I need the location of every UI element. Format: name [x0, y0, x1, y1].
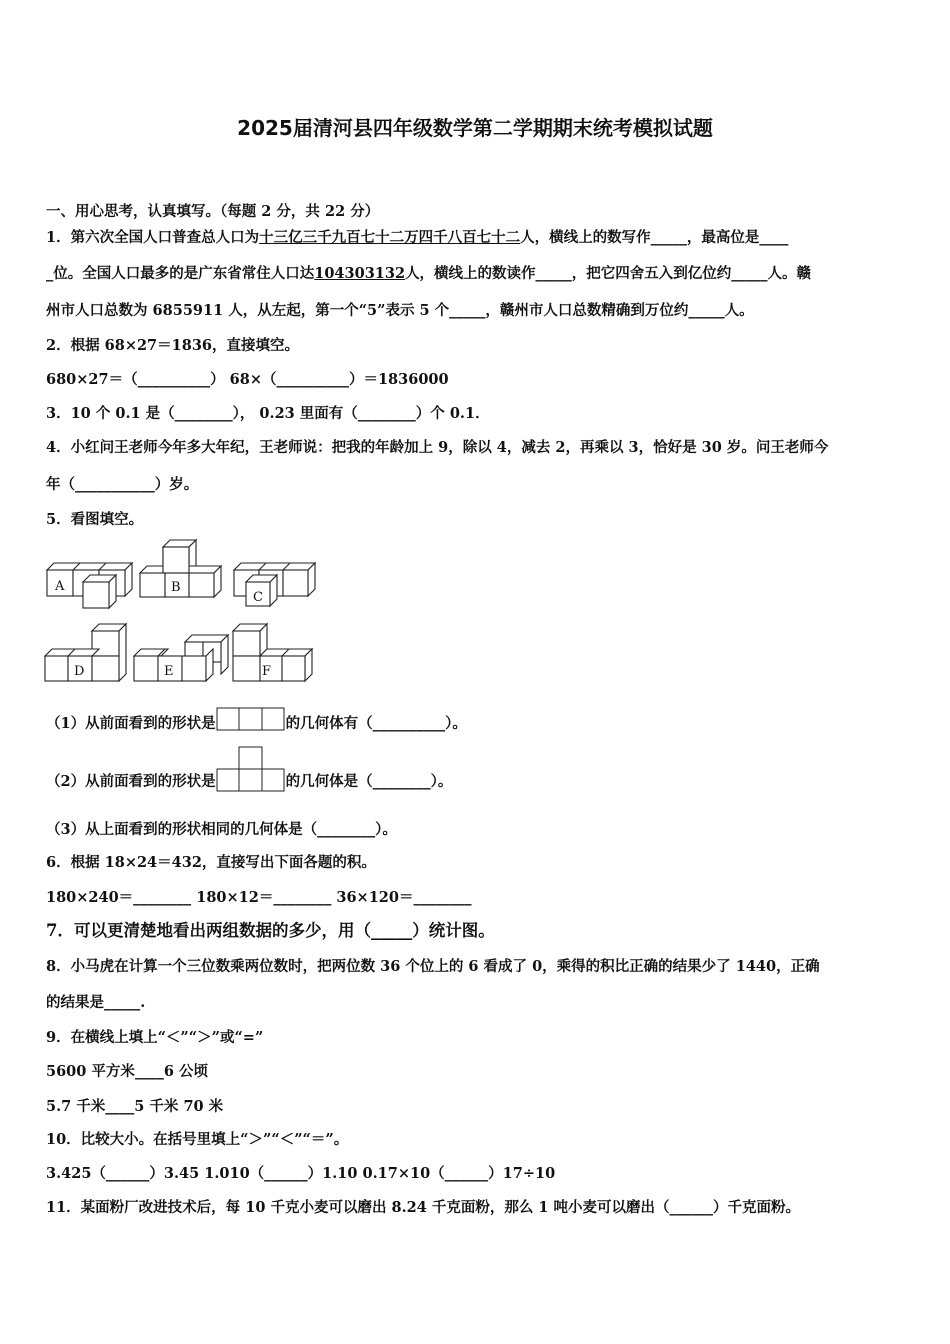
figure-label-d: D	[74, 664, 85, 679]
q1-line3: 州市人口总数为 6855911 人，从左起，第一个“5”表示 5 个_____，赣州市人口总数精确到万位约_____人。	[46, 302, 754, 319]
q4-line1: 4．小红问王老师今年多大年纪，王老师说：把我的年龄加上 9，除以 4，减去 2，再乘以 3，恰好是 30 岁。问王老师今	[46, 439, 829, 456]
q5-part2	[46, 772, 452, 792]
q5-line1: 5．看图填空。	[46, 511, 144, 528]
q5-part1	[46, 714, 467, 734]
section-heading: 一、用心思考，认真填写。（每题 2 分，共 22 分）	[46, 203, 380, 220]
q9-line2: 5600 平方米____6 公顷	[46, 1063, 209, 1080]
q10-line2: 3.425（______）3.45 1.010（______）1.10 0.17×10（______）17÷10	[46, 1165, 556, 1182]
figure-c	[234, 563, 315, 606]
q8-line2: 的结果是_____.	[46, 994, 146, 1011]
q5-p2-text-b: 的几何体是（________）。	[285, 773, 453, 790]
q1-text-c: _位。全国人口最多的是广东省常住人口达	[46, 265, 315, 282]
q7-line: 7．可以更清楚地看出两组数据的多少，用（_____）统计图。	[46, 921, 495, 940]
figure-label-a: A	[55, 579, 65, 594]
q1-underlined-population: 104303132	[314, 265, 406, 282]
figure-a	[47, 563, 132, 608]
q2-line1: 2．根据 68×27＝1836，直接填空。	[46, 337, 299, 354]
q1-underlined-number: 十三亿三千九百七十二万四千八百七十二	[259, 229, 521, 246]
q4-line2: 年（___________）岁。	[46, 476, 199, 493]
front-view-three-squares	[216, 707, 286, 733]
figure-label-c: C	[253, 590, 263, 605]
q11-line: 11．某面粉厂改进技术后，每 10 千克小麦可以磨出 8.24 千克面粉，那么 1 吨小麦可以磨出（______）千克面粉。	[46, 1199, 801, 1216]
q2-line2: 680×27＝（__________） 68×（__________）＝1836000	[46, 371, 449, 388]
q10-line1: 10．比较大小。在括号里填上“＞”“＜”“＝”。	[46, 1131, 349, 1148]
q9-line3: 5.7 千米____5 千米 70 米	[46, 1098, 224, 1115]
q1-line2	[46, 264, 811, 284]
q5-part3: （3）从上面看到的形状相同的几何体是（________）。	[46, 821, 397, 838]
q8-line1: 8．小马虎在计算一个三位数乘两位数时，把两位数 36 个位上的 6 看成了 0，乘得的积比正确的结果少了 1440，正确	[46, 958, 820, 975]
figure-b	[140, 540, 221, 597]
cube-figures	[0, 530, 950, 690]
q3-line: 3．10 个 0.1 是（________）， 0.23 里面有（________）个 0.1．	[46, 405, 490, 422]
figure-label-e: E	[164, 664, 174, 679]
figure-label-b: B	[171, 580, 181, 595]
figure-d	[45, 624, 126, 681]
figure-f	[233, 624, 312, 681]
front-view-t-shape	[216, 746, 286, 792]
q1-text-a: 1．第六次全国人口普查总人口为	[46, 229, 260, 246]
q1-text-d: 人，横线上的数读作_____，把它四舍五入到亿位约_____人。赣	[405, 265, 812, 282]
q5-p1-text-a: （1）从前面看到的形状是	[46, 715, 216, 732]
q9-line1: 9．在横线上填上“＜”“＞”或“=”	[46, 1029, 264, 1046]
q5-p2-text-a: （2）从前面看到的形状是	[46, 773, 216, 790]
q5-p1-text-b: 的几何体有（__________）。	[285, 715, 467, 732]
q1-text-b: 人，横线上的数写作_____，最高位是____	[520, 229, 789, 246]
q6-line2: 180×240＝________ 180×12＝________ 36×120＝________	[46, 889, 472, 906]
q1-line1	[46, 228, 788, 248]
figure-label-f: F	[262, 664, 272, 679]
figure-e	[134, 635, 228, 681]
page-title: 2025届清河县四年级数学第二学期期末统考模拟试题	[237, 116, 713, 140]
q6-line1: 6．根据 18×24＝432，直接写出下面各题的积。	[46, 854, 376, 871]
